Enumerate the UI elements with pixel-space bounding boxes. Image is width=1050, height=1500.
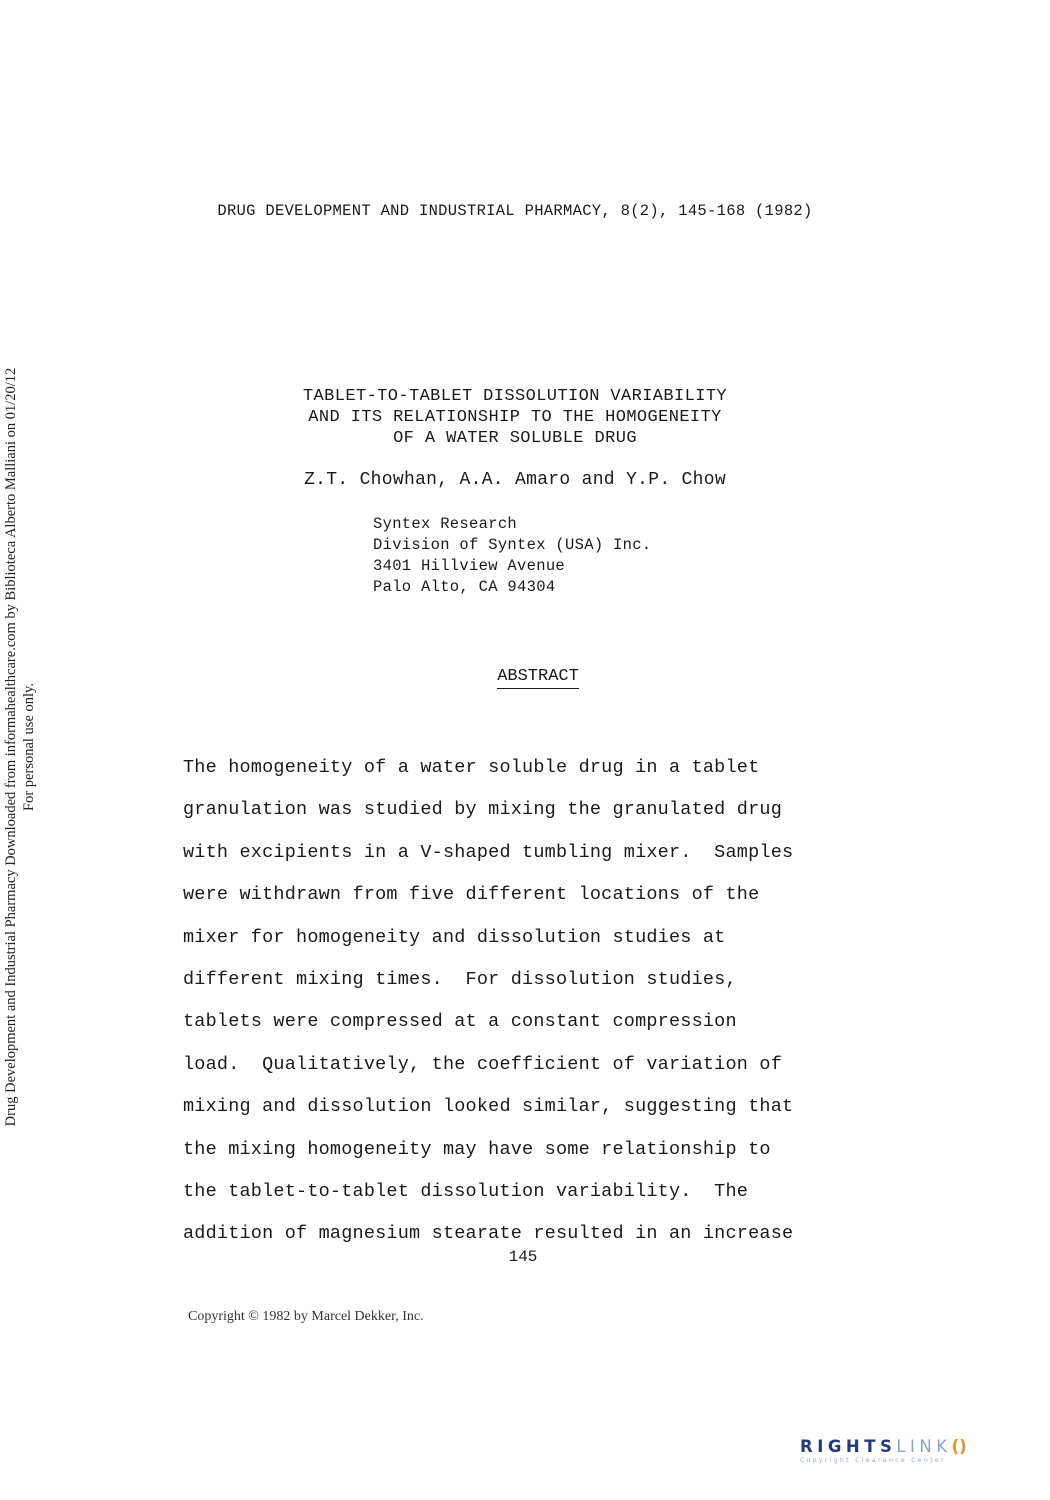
download-notice-line-1: Drug Development and Industrial Pharmacy Downloaded from informahealthcare.com by Biblioteca Alberto Malliani on 01/20/12 — [3, 367, 19, 1127]
affiliation-line-1: Syntex Research — [373, 515, 518, 533]
abstract-line: tablets were compressed at a constant compression — [183, 1011, 737, 1033]
abstract-line: the tablet-to-tablet dissolution variability. The — [183, 1181, 749, 1203]
affiliation-line-3: 3401 Hillview Avenue — [373, 557, 566, 575]
download-notice-line-2: For personal use only. — [21, 683, 37, 811]
affiliation — [373, 514, 651, 598]
copyright-notice: Copyright © 1982 by Marcel Dekker, Inc. — [188, 1309, 424, 1324]
abstract-line: load. Qualitatively, the coefficient of variation of — [183, 1053, 782, 1075]
abstract-line: The homogeneity of a water soluble drug in a tablet — [183, 757, 760, 778]
abstract-line: addition of magnesium stearate resulted in an increase — [183, 1223, 794, 1245]
affiliation-line-4: Palo Alto, CA 94304 — [373, 578, 556, 596]
title-line-1: TABLET-TO-TABLET DISSOLUTION VARIABILITY — [302, 387, 728, 406]
abstract-line: were withdrawn from five different locations of the — [183, 884, 760, 906]
abstract-line: different mixing times. For dissolution studies, — [183, 969, 737, 991]
author-list: Z.T. Chowhan, A.A. Amaro and Y.P. Chow — [304, 470, 726, 490]
abstract-heading-text: ABSTRACT — [497, 667, 579, 689]
journal-citation: DRUG DEVELOPMENT AND INDUSTRIAL PHARMACY, 8(2), 145-168 (1982) — [217, 202, 813, 220]
rightslink-chevrons-icon: () — [951, 1437, 967, 1456]
rightslink-word-rights: RIGHTS — [800, 1437, 897, 1456]
abstract-line: the mixing homogeneity may have some relationship to — [183, 1138, 771, 1160]
abstract-line: mixer for homogeneity and dissolution studies at — [183, 926, 726, 948]
rightslink-logo[interactable] — [800, 1437, 1032, 1473]
article-title — [0, 386, 1030, 449]
abstract-line: granulation was studied by mixing the granulated drug — [183, 799, 782, 821]
affiliation-line-2: Division of Syntex (USA) Inc. — [373, 536, 652, 554]
rightslink-tagline: Copyright Clearance Center — [800, 1457, 946, 1464]
rightslink-word-link: LINK — [896, 1437, 952, 1456]
abstract-line: with excipients in a V-shaped tumbling mixer. Samples — [183, 841, 794, 863]
page-number: 145 — [508, 1248, 538, 1266]
abstract-body — [183, 747, 903, 1256]
title-line-3: OF A WATER SOLUBLE DRUG — [393, 429, 637, 448]
abstract-line: mixing and dissolution looked similar, suggesting that — [183, 1096, 794, 1118]
title-line-2: AND ITS RELATIONSHIP TO THE HOMOGENEITY — [308, 408, 722, 427]
rightslink-wordmark — [800, 1437, 1032, 1456]
abstract-heading — [0, 667, 1050, 686]
